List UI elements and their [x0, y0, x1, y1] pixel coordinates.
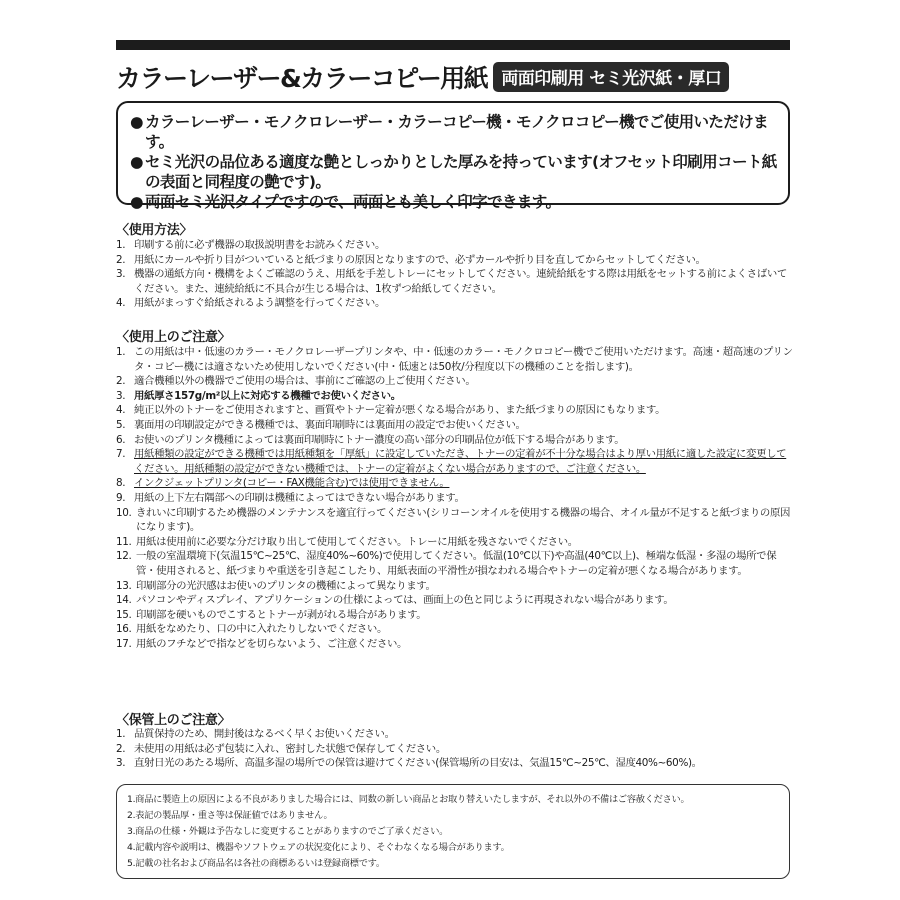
- item-number: 2.: [116, 742, 126, 755]
- item-number: 3.: [116, 268, 126, 281]
- item-text: 用紙の上下左右隅部への印刷は機種によってはできない場合があります。: [134, 491, 465, 504]
- feature-item: [130, 192, 778, 212]
- item-number: 6.: [116, 433, 126, 446]
- item-text: 一般の室温環境下(気温15℃~25℃、湿度40%~60%)で使用してください。低温(10℃以下)や高温(40℃以上)、極端な低湿・多湿の場所で保管・使用されると、紙づまりや重送を引き起こしたり、用紙表面の平滑性が損なわれる場合やトナーの定着が悪くなる場合があります。: [136, 550, 777, 577]
- list-item: [116, 476, 796, 491]
- list-item: [116, 579, 796, 594]
- feature-item: [130, 152, 778, 192]
- item-text: 用紙種類の設定ができる機種では用紙種類を「厚紙」に設定していただき、トナーの定着が不十分な場合はより厚い用紙に適した設定に変更してください。用紙種類の設定ができない機種では、トナーの定着がよくない場合がありますので、ご注意ください。: [134, 448, 787, 475]
- list-item: [116, 535, 796, 550]
- list-item: [116, 742, 796, 757]
- item-number: 5.: [116, 418, 126, 431]
- item-text: 用紙がまっすぐ給紙されるよう調整を行ってください。: [134, 297, 386, 310]
- cautions-list: [116, 345, 796, 651]
- item-text: 用紙厚さ157g/m²以上に対応する機種でお使いください。: [134, 389, 401, 402]
- list-item: [116, 447, 796, 476]
- item-number: 1.: [116, 728, 126, 740]
- item-text: 適合機種以外の機器でご使用の場合は、事前にご確認の上ご使用ください。: [134, 375, 476, 388]
- list-item: [116, 389, 796, 404]
- list-item: [116, 345, 796, 374]
- feature-text: 両面セミ光沢タイプですので、両面とも美しく印字できます。: [145, 193, 561, 211]
- list-item: [116, 238, 796, 253]
- item-text: きれいに印刷するため機器のメンテナンスを適宜行ってください(シリコーンオイルを使用する機器の場合、オイル量が不足すると紙づまりの原因になります)。: [136, 506, 791, 534]
- feature-text: カラーレーザー・モノクロレーザー・カラーコピー機・モノクロコピー機でご使用いただけます。: [145, 113, 769, 151]
- feature-item: [130, 112, 778, 152]
- item-number: 2.: [116, 253, 126, 266]
- item-number: 15.: [116, 608, 132, 621]
- item-text: 印刷部を硬いものでこするとトナーが剥がれる場合があります。: [136, 608, 427, 621]
- list-item: [116, 622, 796, 637]
- list-item: [116, 296, 796, 311]
- item-text: 直射日光のあたる場所、高温多湿の場所での保管は避けてください(保管場所の目安は、気温15℃~25℃、湿度40%~60%)。: [134, 757, 702, 770]
- item-number: 2.: [116, 375, 126, 388]
- list-item: [116, 253, 796, 268]
- item-number: 11.: [116, 535, 132, 548]
- item-text: 用紙は使用前に必要な分だけ取り出して使用してください。トレーに用紙を残さないでください。: [136, 535, 578, 548]
- cautions-heading: 〈使用上のご注意〉: [116, 330, 231, 345]
- item-text: 純正以外のトナーをご使用されますと、画質やトナー定着が悪くなる場合があり、また紙づまりの原因にもなります。: [134, 404, 666, 417]
- storage-heading: 〈保管上のご注意〉: [116, 713, 231, 728]
- item-text: 裏面用の印刷設定ができる機種では、裏面印刷時には裏面用の設定でお使いください。: [134, 418, 526, 431]
- item-number: 10.: [116, 506, 132, 519]
- item-text: 用紙にカールや折り目がついていると紙づまりの原因となりますので、必ずカールや折り目を直してからセットしてください。: [134, 253, 706, 266]
- usage-list: [116, 238, 796, 311]
- item-text: この用紙は中・低速のカラー・モノクロレーザープリンタや、中・低速のカラー・モノクロコピー機でご使用いただけます。高速・超高速のプリンタ・コピー機には適さないため使用しないでください(中・低速とは50枚/分程度以下の機種のことを指します)。: [134, 346, 793, 373]
- notice-line: 5.記載の社名および商品名は各社の商標あるいは登録商標です。: [127, 858, 385, 870]
- notice-line: 3.商品の仕様・外観は予告なしに変更することがありますのでご了承ください。: [127, 826, 449, 838]
- item-text: 用紙をなめたり、口の中に入れたりしないでください。: [136, 623, 388, 636]
- item-number: 13.: [116, 579, 132, 592]
- item-number: 4.: [116, 297, 126, 310]
- item-number: 9.: [116, 491, 126, 504]
- item-text: 品質保持のため、開封後はなるべく早くお使いください。: [134, 728, 395, 740]
- item-number: 3.: [116, 389, 126, 402]
- top-rule: [116, 40, 790, 50]
- notice-box: [116, 784, 790, 879]
- item-number: 1.: [116, 239, 126, 251]
- item-text: インクジェットプリンタ(コピー・FAX機能含む)では使用できません。: [134, 477, 450, 490]
- list-item: [116, 491, 796, 506]
- item-number: 12.: [116, 550, 132, 563]
- feature-text: セミ光沢の品位ある適度な艶としっかりとした厚みを持っています(オフセット印刷用コート紙の表面と同程度の艶です)。: [145, 153, 777, 191]
- item-text: 未使用の用紙は必ず包装に入れ、密封した状態で保存してください。: [134, 742, 446, 755]
- list-item: [116, 374, 796, 389]
- item-number: 17.: [116, 637, 132, 650]
- notice-line: 1.商品に製造上の原因による不良がありました場合には、同数の新しい商品とお取り替えいたしますが、それ以外の不備はご容赦ください。: [127, 794, 690, 805]
- bullet-icon: ●: [130, 193, 143, 211]
- list-item: [116, 433, 796, 448]
- item-number: 7.: [116, 448, 126, 461]
- item-text: パソコンやディスプレイ、アプリケーションの仕様によっては、画面上の色と同じように再現されない場合があります。: [136, 594, 674, 607]
- list-item: [116, 637, 796, 652]
- storage-list: [116, 727, 796, 771]
- page-title: カラーレーザー&カラーコピー用紙: [116, 64, 488, 93]
- usage-heading: 〈使用方法〉: [116, 223, 193, 238]
- feature-box: [116, 101, 790, 211]
- list-item: [116, 593, 796, 608]
- item-text: 印刷する前に必ず機器の取扱説明書をお読みください。: [134, 239, 386, 251]
- list-item: [116, 267, 796, 296]
- list-item: [116, 756, 796, 771]
- list-item: [116, 403, 796, 418]
- bullet-icon: ●: [130, 113, 143, 131]
- list-item: [116, 506, 796, 535]
- item-text: お使いのプリンタ機種によっては裏面印刷時にトナー濃度の高い部分の印刷品位が低下する場合があります。: [134, 433, 625, 446]
- title-badge: 両面印刷用 セミ光沢紙・厚口: [493, 62, 729, 92]
- notice-line: 2.表記の製品厚・重さ等は保証値ではありません。: [127, 810, 333, 822]
- item-number: 16.: [116, 623, 132, 636]
- bullet-icon: ●: [130, 153, 143, 171]
- item-text: 機器の通紙方向・機構をよくご確認のうえ、用紙を手差しトレーにセットしてください。連続給紙をする際は用紙をセットする前によくさばいてください。また、連続給紙に不具合が生じる場合は、1枚ずつ給紙してください。: [134, 268, 787, 295]
- title-row: [116, 59, 790, 95]
- item-number: 14.: [116, 594, 132, 607]
- list-item: [116, 727, 796, 742]
- item-number: 1.: [116, 346, 126, 358]
- item-text: 印刷部分の光沢感はお使いのプリンタの機種によって異なります。: [136, 579, 436, 592]
- item-number: 8.: [116, 477, 126, 490]
- list-item: [116, 418, 796, 433]
- item-number: 4.: [116, 404, 126, 417]
- item-text: 用紙のフチなどで指などを切らないよう、ご注意ください。: [136, 637, 408, 650]
- list-item: [116, 608, 796, 623]
- item-number: 3.: [116, 757, 126, 770]
- notice-line: 4.記載内容や説明は、機器やソフトウェアの状況変化により、そぐわなくなる場合があります。: [127, 842, 510, 854]
- list-item: [116, 549, 796, 578]
